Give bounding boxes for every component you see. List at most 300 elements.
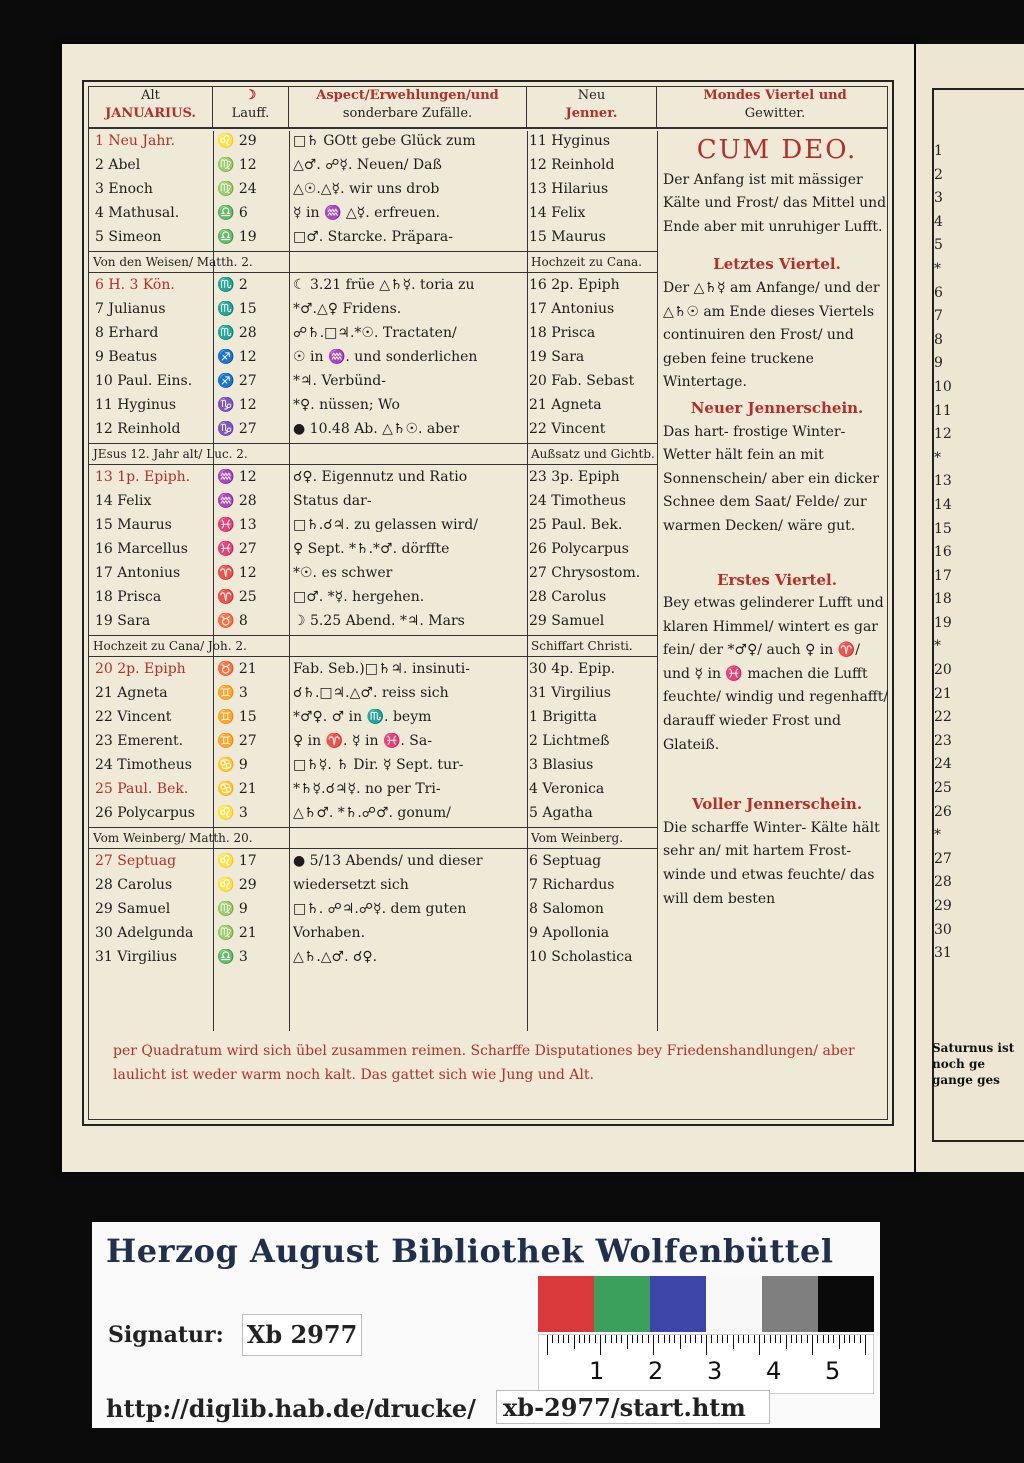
- header-aspects-bottom: sonderbare Zufälle.: [342, 106, 473, 121]
- table-cell: 16 Marcellus: [95, 541, 188, 557]
- table-cell: ♐ 12: [217, 349, 257, 365]
- ruler-tick: [680, 1335, 681, 1349]
- ruler-tick: [563, 1335, 564, 1343]
- table-cell: 24 Timotheus: [95, 757, 192, 773]
- ruler-tick: [727, 1335, 728, 1343]
- ruler-tick: [733, 1335, 734, 1349]
- ruler-tick: [738, 1335, 739, 1343]
- next-page-footer: Saturnus ist noch ge gange ges: [932, 1041, 1015, 1087]
- table-cell: ♐ 27: [217, 373, 257, 389]
- color-swatch: [650, 1276, 706, 1332]
- day-number: 26: [934, 803, 952, 820]
- table-cell: ♏ 15: [217, 301, 257, 317]
- day-number: 3: [934, 190, 943, 207]
- table-cell: ● 5/13 Abends/ und dieser: [293, 853, 483, 869]
- ruler-tick: [579, 1335, 580, 1343]
- table-cell: *♂.△♀ Fridens.: [293, 301, 402, 317]
- table-cell: ♍ 21: [217, 925, 257, 941]
- table-row: [89, 659, 657, 683]
- day-number: 17: [934, 567, 952, 584]
- table-cell: □♄.☌♃. zu gelassen wird/: [293, 517, 478, 533]
- day-number: 31: [934, 945, 952, 962]
- day-number: 23: [934, 732, 952, 749]
- table-cell: ☉ in ♒. und sonderlichen: [293, 349, 478, 365]
- ruler-tick: [839, 1335, 840, 1349]
- ruler-tick: [770, 1335, 771, 1343]
- table-cell: ♏ 2: [217, 277, 248, 293]
- table-cell: Status dar-: [293, 493, 372, 509]
- table-cell: ♎ 6: [217, 205, 248, 221]
- ruler-tick: [711, 1335, 712, 1343]
- color-swatches: [538, 1276, 874, 1332]
- table-cell: ♊ 27: [217, 733, 257, 749]
- table-cell: 25 Paul. Bek.: [95, 781, 189, 797]
- table-cell: ♓ 13: [217, 517, 257, 533]
- ruler-tick: [701, 1335, 702, 1343]
- table-cell: ♏ 28: [217, 325, 257, 341]
- table-cell: ♊ 3: [217, 685, 248, 701]
- table-cell: ☌♄.□♃.△♂. reiss sich: [293, 685, 449, 701]
- ruler-number: 4: [766, 1357, 782, 1385]
- scale-ruler: [538, 1334, 874, 1394]
- table-cell: 22 Vincent: [529, 421, 606, 437]
- header-new-calendar: [527, 87, 657, 127]
- table-row: [89, 395, 657, 419]
- table-row: [89, 323, 657, 347]
- table-cell: 10 Scholastica: [529, 949, 633, 965]
- color-swatch: [538, 1276, 594, 1332]
- weather-column: [663, 135, 891, 913]
- ruler-tick: [637, 1335, 638, 1343]
- table-cell: ♈ 25: [217, 589, 257, 605]
- table-cell: 17 Antonius: [95, 565, 181, 581]
- ruler-tick: [759, 1335, 760, 1355]
- ruler-tick: [865, 1335, 866, 1355]
- day-number: *: [934, 260, 941, 277]
- table-cell: 12 Reinhold: [95, 421, 181, 437]
- table-cell: ♎ 3: [217, 949, 248, 965]
- day-number: 4: [934, 213, 943, 230]
- gospel-row: [89, 443, 657, 465]
- color-swatch: [818, 1276, 874, 1332]
- table-cell: 23 Emerent.: [95, 733, 184, 749]
- table-cell: 27 Septuag: [95, 853, 177, 869]
- ruler-number: 2: [648, 1357, 664, 1385]
- ruler-tick: [674, 1335, 675, 1343]
- ruler-tick: [695, 1335, 696, 1343]
- day-number: 10: [934, 378, 952, 395]
- day-number: *: [934, 638, 941, 655]
- calendar-frame: [82, 80, 894, 1126]
- day-number: 11: [934, 402, 952, 419]
- ruler-tick: [833, 1335, 834, 1343]
- table-cell: 15 Maurus: [529, 229, 606, 245]
- table-cell: 26 Polycarpus: [529, 541, 629, 557]
- calendar-inner-frame: [88, 86, 888, 1120]
- table-row: [89, 851, 657, 875]
- table-row: [89, 611, 657, 635]
- day-number: 9: [934, 355, 943, 372]
- table-cell: 10 Paul. Eins.: [95, 373, 193, 389]
- table-cell: ♌ 29: [217, 133, 257, 149]
- table-cell: 9 Beatus: [95, 349, 158, 365]
- ruler-tick: [632, 1335, 633, 1343]
- table-row: [89, 587, 657, 611]
- table-cell: △♂. ☍☿. Neuen/ Daß: [293, 157, 442, 173]
- table-cell: 31 Virgilius: [529, 685, 611, 701]
- table-cell: ♋ 9: [217, 757, 248, 773]
- table-cell: 20 Fab. Sebast: [529, 373, 635, 389]
- day-number: 24: [934, 756, 952, 773]
- table-row: [89, 299, 657, 323]
- day-number: 1: [934, 143, 943, 159]
- gospel-row: [89, 251, 657, 273]
- ruler-tick: [616, 1335, 617, 1343]
- ruler-tick: [860, 1335, 861, 1343]
- table-row: [89, 227, 657, 251]
- table-cell: ♌ 17: [217, 853, 257, 869]
- header-weather-top: Mondes Viertel und: [703, 88, 847, 103]
- table-cell: 16 2p. Epiph: [529, 277, 620, 293]
- table-cell: ♌ 3: [217, 805, 248, 821]
- header-weather-bottom: Gewitter.: [744, 106, 806, 121]
- table-cell: 7 Richardus: [529, 877, 615, 893]
- table-cell: □♂. Starcke. Präpara-: [293, 229, 453, 245]
- ruler-tick: [547, 1335, 548, 1355]
- color-swatch: [762, 1276, 818, 1332]
- table-cell: 4 Veronica: [529, 781, 605, 797]
- ruler-tick: [780, 1335, 781, 1343]
- ruler-tick: [621, 1335, 622, 1343]
- day-number: 14: [934, 496, 952, 513]
- next-page-edge: [916, 44, 1024, 1172]
- header-aspects-top: Aspect/Erwehlungen/und: [316, 88, 499, 103]
- table-cell: 18 Prisca: [529, 325, 596, 341]
- table-cell: wiedersetzt sich: [293, 877, 409, 893]
- table-row: [89, 347, 657, 371]
- weather-heading: Voller Jennerschein.: [691, 795, 863, 814]
- day-number: 25: [934, 780, 952, 797]
- table-cell: 8 Erhard: [95, 325, 159, 341]
- weather-heading: Neuer Jennerschein.: [690, 398, 864, 417]
- ruler-tick: [786, 1335, 787, 1349]
- weather-text: Das hart- frostige Winter-Wetter hält fein an mit Sonnenschein/ aber ein dicker Schnee dem Saat/ Felde/ zur warmen Decken/ wäre gut.: [663, 423, 880, 534]
- day-number: 7: [934, 308, 943, 325]
- table-cell: 6 Septuag: [529, 853, 602, 869]
- table-cell: ☿ in ♒ △☿. erfreuen.: [293, 205, 441, 221]
- day-number: 16: [934, 544, 952, 561]
- table-cell: 30 Adelgunda: [95, 925, 194, 941]
- day-number: 18: [934, 591, 952, 608]
- table-row: [89, 179, 657, 203]
- gospel-text: JEsus 12. Jahr alt/ Luc. 2.: [93, 447, 248, 461]
- ruler-tick: [552, 1335, 553, 1343]
- ruler-tick: [817, 1335, 818, 1343]
- ruler-tick: [854, 1335, 855, 1343]
- ruler-tick: [669, 1335, 670, 1343]
- table-cell: ☽ 5.25 Abend. *♃. Mars: [293, 613, 465, 629]
- ruler-tick: [717, 1335, 718, 1343]
- ruler-tick: [690, 1335, 691, 1343]
- gospel-text: Von den Weisen/ Matth. 2.: [93, 255, 253, 269]
- table-cell: 21 Agneta: [529, 397, 602, 413]
- ruler-tick: [605, 1335, 606, 1343]
- ruler-number: 5: [825, 1357, 841, 1385]
- table-row: [89, 875, 657, 899]
- table-cell: ♒ 12: [217, 469, 257, 485]
- table-cell: 2 Lichtmeß: [529, 733, 610, 749]
- ruler-tick: [664, 1335, 665, 1343]
- gospel-row: [89, 827, 657, 849]
- table-cell: ♀ in ♈. ☿ in ♓. Sa-: [293, 733, 432, 749]
- gospel-text: Hochzeit zu Cana/ Joh. 2.: [93, 639, 247, 653]
- table-cell: 31 Virgilius: [95, 949, 177, 965]
- ruler-tick: [611, 1335, 612, 1343]
- ruler-tick: [558, 1335, 559, 1343]
- table-row: [89, 683, 657, 707]
- table-row: [89, 155, 657, 179]
- cum-deo-title: CUM DEO.: [696, 135, 858, 165]
- page-footer-text: per Quadratum wird sich übel zusammen reimen. Scharffe Disputationes bey Friedenshandlungen/ aber laulicht ist weder warm noch kalt. Das gattet sich wie Jung und Alt.: [113, 1043, 855, 1083]
- table-row: [89, 467, 657, 491]
- table-cell: *♂♀. ♂ in ♏. beym: [293, 709, 432, 725]
- ruler-number: 3: [707, 1357, 723, 1385]
- table-cell: 5 Agatha: [529, 805, 593, 821]
- header-old-calendar: [89, 87, 213, 127]
- ruler-tick: [706, 1335, 707, 1355]
- ruler-tick: [828, 1335, 829, 1343]
- table-cell: *♄☿.☌♃☿. no per Tri-: [293, 781, 441, 797]
- table-row: [89, 803, 657, 827]
- table-cell: 15 Maurus: [95, 517, 172, 533]
- table-cell: 9 Apollonia: [529, 925, 610, 941]
- ruler-tick: [722, 1335, 723, 1343]
- ruler-tick: [823, 1335, 824, 1343]
- table-row: [89, 947, 657, 971]
- table-cell: △☉.△☿. wir uns drob: [293, 181, 440, 197]
- table-cell: 11 Hyginus: [95, 397, 177, 413]
- ruler-tick: [648, 1335, 649, 1343]
- ruler-tick: [743, 1335, 744, 1343]
- table-cell: ♒ 28: [217, 493, 257, 509]
- day-number: *: [934, 827, 941, 844]
- weather-heading: Erstes Viertel.: [717, 570, 837, 589]
- table-cell: 14 Felix: [529, 205, 586, 221]
- header-month: JANUARIUS.: [105, 106, 196, 121]
- ruler-tick: [844, 1335, 845, 1343]
- day-number: 22: [934, 709, 952, 726]
- table-cell: 19 Sara: [95, 613, 151, 629]
- gospel-text-new: Schiffart Christi.: [531, 639, 633, 653]
- ruler-tick: [584, 1335, 585, 1343]
- header-moon-course: [213, 87, 289, 127]
- table-cell: 21 Agneta: [95, 685, 168, 701]
- ruler-tick: [642, 1335, 643, 1343]
- table-cell: □♄☿. ♄ Dir. ☿ Sept. tur-: [293, 757, 464, 773]
- table-cell: ☌♀. Eigennutz und Ratio: [293, 469, 468, 485]
- table-cell: ♈ 12: [217, 565, 257, 581]
- table-cell: 27 Chrysostom.: [529, 565, 641, 581]
- table-row: [89, 491, 657, 515]
- column-divider: [657, 131, 658, 1031]
- ruler-tick: [574, 1335, 575, 1349]
- table-cell: ♍ 24: [217, 181, 257, 197]
- table-cell: 29 Samuel: [95, 901, 171, 917]
- table-cell: 30 4p. Epip.: [529, 661, 616, 677]
- moon-symbol-icon: ☽: [244, 88, 257, 103]
- next-page-day-numbers: [934, 140, 974, 966]
- table-cell: ♍ 12: [217, 157, 257, 173]
- header-aspects: [289, 87, 527, 127]
- day-number: 2: [934, 166, 943, 183]
- table-cell: 13 1p. Epiph.: [95, 469, 191, 485]
- table-cell: ♑ 27: [217, 421, 257, 437]
- table-cell: ● 10.48 Ab. △♄☉. aber: [293, 421, 460, 437]
- day-number: 29: [934, 898, 952, 914]
- gospel-text-new: Vom Weinberg.: [531, 831, 624, 845]
- header-lauff: Lauff.: [231, 106, 270, 121]
- table-cell: ♀ Sept. *♄.*♂. dörffte: [293, 541, 450, 557]
- color-swatch: [706, 1276, 762, 1332]
- ruler-tick: [658, 1335, 659, 1343]
- gospel-row: [89, 635, 657, 657]
- table-cell: 17 Antonius: [529, 301, 615, 317]
- table-cell: ♑ 12: [217, 397, 257, 413]
- table-row: [89, 371, 657, 395]
- day-number: 8: [934, 331, 943, 348]
- weather-text: Bey etwas gelinderer Lufft und klaren Himmel/ wintert es gar fein/ der *♂♀/ auch ♀ in ♈/ und ☿ in ♓ machen die Lufft feuchte/ windig und regenhafft/ darauff wieder Frost und Glateiß.: [663, 595, 889, 753]
- gospel-text-new: Hochzeit zu Cana.: [531, 255, 642, 269]
- library-card: [92, 1222, 880, 1428]
- day-number: 12: [934, 426, 952, 443]
- table-row: [89, 539, 657, 563]
- ruler-tick: [600, 1335, 601, 1355]
- table-cell: 28 Carolus: [95, 877, 173, 893]
- ruler-tick: [764, 1335, 765, 1343]
- table-cell: ♎ 19: [217, 229, 257, 245]
- table-cell: *♀. nüssen; Wo: [293, 397, 400, 413]
- weather-heading: Letztes Viertel.: [713, 255, 841, 274]
- header-new-month: Jenner.: [565, 106, 618, 121]
- table-cell: 19 Sara: [529, 349, 585, 365]
- day-number: 21: [934, 685, 952, 702]
- table-cell: 1 Brigitta: [529, 709, 597, 725]
- table-cell: 1 Neu Jahr.: [95, 133, 175, 149]
- table-cell: 5 Simeon: [95, 229, 162, 245]
- table-row: [89, 755, 657, 779]
- ruler-tick: [791, 1335, 792, 1343]
- day-number: 28: [934, 874, 952, 891]
- ruler-tick: [595, 1335, 596, 1343]
- table-cell: 29 Samuel: [529, 613, 605, 629]
- table-cell: 6 H. 3 Kön.: [95, 277, 175, 293]
- table-cell: 14 Felix: [95, 493, 152, 509]
- table-cell: ♊ 15: [217, 709, 257, 725]
- day-number: 13: [934, 473, 952, 490]
- table-cell: □♂. *☿. hergehen.: [293, 589, 425, 605]
- table-cell: ☍♄.□♃.*☉. Tractaten/: [293, 325, 457, 341]
- table-cell: 28 Carolus: [529, 589, 607, 605]
- ruler-tick: [685, 1335, 686, 1343]
- day-number: 27: [934, 850, 952, 867]
- table-cell: ♉ 8: [217, 613, 248, 629]
- table-cell: ☾ 3.21 früe △♄☿. toria zu: [293, 277, 475, 293]
- table-row: [89, 923, 657, 947]
- table-cell: 3 Blasius: [529, 757, 594, 773]
- table-cell: ♋ 21: [217, 781, 257, 797]
- table-cell: ♉ 21: [217, 661, 257, 677]
- table-cell: △♄♂. *♄.☍♂. gonum/: [293, 805, 451, 821]
- day-number: 19: [934, 614, 952, 631]
- url-suffix: xb-2977/start.htm: [496, 1390, 770, 1424]
- ruler-tick: [627, 1335, 628, 1349]
- day-number: 6: [934, 284, 943, 301]
- table-cell: 3 Enoch: [95, 181, 153, 197]
- signatur-value: Xb 2977: [242, 1314, 362, 1356]
- table-cell: 23 3p. Epiph: [529, 469, 620, 485]
- url-prefix: http://diglib.hab.de/drucke/: [106, 1394, 476, 1423]
- table-cell: 13 Hilarius: [529, 181, 609, 197]
- table-row: [89, 515, 657, 539]
- table-cell: 7 Julianus: [95, 301, 166, 317]
- table-cell: 26 Polycarpus: [95, 805, 195, 821]
- ruler-tick: [754, 1335, 755, 1343]
- table-cell: 24 Timotheus: [529, 493, 626, 509]
- day-number: 15: [934, 520, 952, 537]
- ruler-tick: [748, 1335, 749, 1343]
- weather-text: Die scharffe Winter- Kälte hält sehr an/ mit hartem Frost- winde und etwas feuchte/ das will dem besten: [663, 819, 880, 907]
- ruler-tick: [849, 1335, 850, 1343]
- table-cell: ♌ 29: [217, 877, 257, 893]
- ruler-number: 1: [589, 1357, 605, 1385]
- table-row: [89, 275, 657, 299]
- table-cell: *☉. es schwer: [293, 565, 393, 581]
- ruler-tick: [568, 1335, 569, 1343]
- table-cell: 2 Abel: [95, 157, 141, 173]
- table-row: [89, 563, 657, 587]
- table-cell: ♓ 27: [217, 541, 257, 557]
- table-cell: 22 Vincent: [95, 709, 172, 725]
- table-cell: Fab. Seb.)□♄♃. insinuti-: [293, 661, 470, 677]
- table-cell: 11 Hyginus: [529, 133, 611, 149]
- table-row: [89, 203, 657, 227]
- table-cell: 20 2p. Epiph: [95, 661, 186, 677]
- signatur-label: Signatur:: [108, 1322, 224, 1348]
- table-row: [89, 731, 657, 755]
- weather-text: Der △♄☿ am Anfange/ und der △♄☉ am Ende dieses Viertels continuiren den Frost/ und geben feine truckene Wintertage.: [663, 279, 880, 391]
- ruler-tick: [653, 1335, 654, 1355]
- table-cell: △♄.△♂. ☌♀.: [293, 949, 378, 965]
- table-cell: 4 Mathusal.: [95, 205, 180, 221]
- table-row: [89, 707, 657, 731]
- table-cell: □♄. ☍♃.☍☿. dem guten: [293, 901, 467, 917]
- table-row: [89, 779, 657, 803]
- day-number: 30: [934, 921, 952, 938]
- table-cell: □♄ GOtt gebe Glück zum: [293, 133, 476, 149]
- header-old-top: Alt: [141, 88, 160, 103]
- table-cell: 18 Prisca: [95, 589, 162, 605]
- table-row: [89, 131, 657, 155]
- table-cell: Vorhaben.: [293, 925, 366, 941]
- color-swatch: [594, 1276, 650, 1332]
- weather-intro: Der Anfang ist mit mässiger Kälte und Frost/ das Mittel und Ende aber mit unruhiger Lufft.: [663, 171, 887, 235]
- header-divider: [89, 127, 887, 129]
- table-cell: ♍ 9: [217, 901, 248, 917]
- almanac-page: [62, 44, 914, 1172]
- gospel-text: Vom Weinberg/ Matth. 20.: [93, 831, 253, 845]
- table-row: [89, 419, 657, 443]
- ruler-tick: [812, 1335, 813, 1355]
